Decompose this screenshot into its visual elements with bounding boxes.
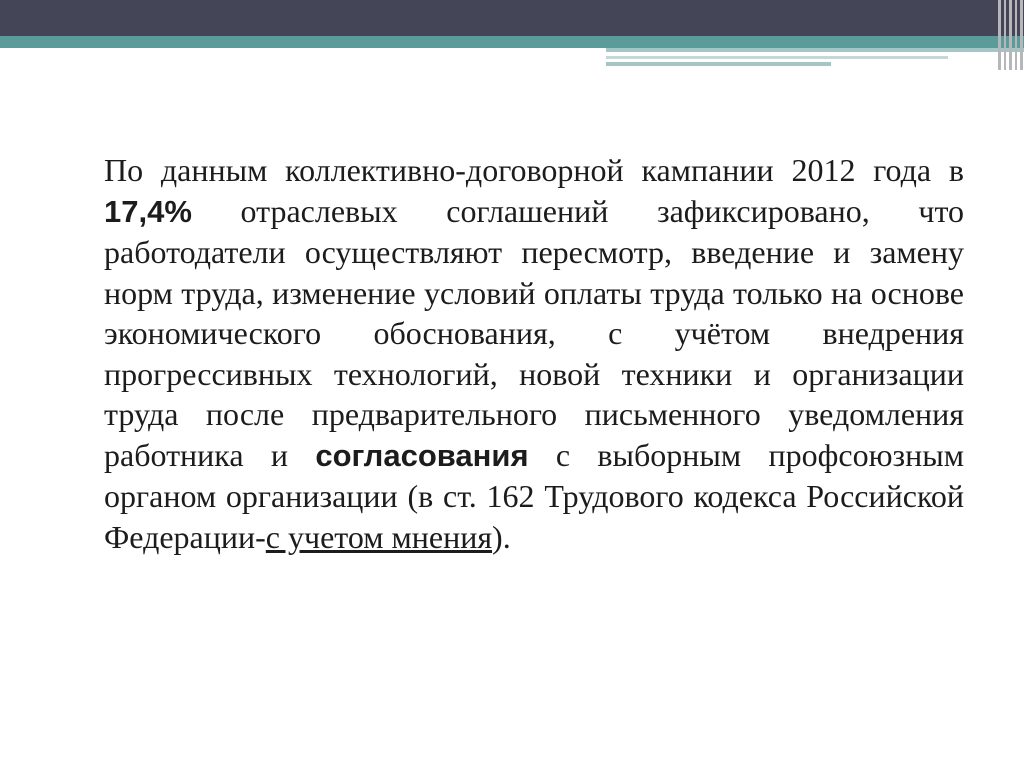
header-accent-line [606,62,831,66]
header-teal-band [0,36,1024,48]
paragraph-text: с выборным профсоюзным органом организации (в ст. 162 Трудового кодекса Российской Федерации- [104,436,965,555]
underlined-phrase: с учетом мнения [265,518,493,555]
paragraph-text: отраслевых соглашений зафиксировано, что работодатели осуществляют пересмотр, введение и замену норм труда, изменение условий оплаты труда только на основе экономического обоснования, с учётом внедрения прогрессивных технологий, новой техники и организации труда после предварительного письменного уведомления работника и [104,192,964,473]
header-accent-line [606,56,948,59]
header-dark-band [0,0,1024,36]
percent-highlight: 17,4% [104,193,192,229]
bold-term: согласования [315,437,529,473]
paragraph-text: По данным коллективно-договорной кампании 2012 года в [104,152,964,188]
body-paragraph [104,150,964,557]
header-edge-bars [994,0,1024,70]
header-accent-line [606,48,1024,52]
paragraph-text: ). [492,518,511,555]
